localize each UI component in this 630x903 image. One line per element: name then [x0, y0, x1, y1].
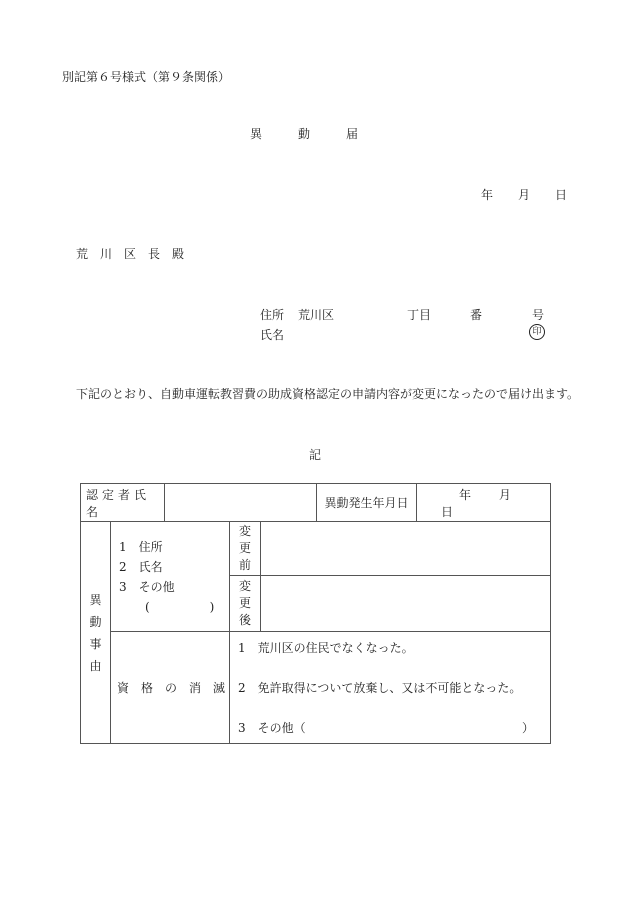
address-label: 住所 [260, 308, 285, 322]
day: 日 [441, 504, 454, 519]
addressee: 荒 川 区 長 殿 [76, 247, 185, 261]
change-item-other: ( ) [145, 599, 215, 614]
loss-item[interactable]: 1 荒川区の住民でなくなった。 [238, 640, 414, 655]
loss-item-other-close: ） [522, 720, 535, 735]
change-date-field[interactable] [417, 484, 551, 522]
after-char: 変 [239, 579, 252, 593]
reason-char: 動 [89, 614, 102, 629]
change-item: 1 住所 [119, 539, 163, 554]
document-title: 異 動 届 [250, 127, 359, 141]
date-year: 年 [481, 188, 494, 202]
name-label: 氏名 [260, 328, 285, 342]
date-month: 月 [518, 188, 531, 202]
loss-item-other[interactable] [238, 718, 550, 738]
change-item: 3 その他 [119, 579, 175, 594]
go-label: 号 [532, 308, 545, 322]
before-char: 前 [239, 558, 252, 572]
form-number: 別記第６号様式（第９条関係） [62, 70, 231, 84]
before-char: 更 [239, 541, 252, 555]
after-label [230, 576, 261, 632]
chome-label: 丁目 [407, 308, 432, 322]
loss-item[interactable]: 2 免許取得について放棄し、又は不可能となった。 [238, 680, 522, 695]
change-date-label: 異動発生年月日 [317, 484, 417, 522]
before-label [230, 522, 261, 576]
reason-char: 異 [89, 592, 102, 607]
loss-label: 資 格 の 消 滅 [111, 632, 230, 744]
month: 月 [498, 487, 511, 502]
loss-item-other-open: 3 その他（ [238, 720, 306, 735]
address-ward: 荒川区 [298, 308, 335, 322]
body-text: 下記のとおり、自動車運転教習費の助成資格認定の申請内容が変更になったので届け出ます。 [76, 387, 580, 401]
year: 年 [459, 487, 472, 502]
ban-label: 番 [470, 308, 483, 322]
after-field[interactable] [261, 576, 551, 632]
before-char: 変 [239, 524, 252, 538]
ki-label: 記 [309, 448, 322, 462]
change-form-table [80, 483, 551, 744]
loss-items [230, 632, 551, 744]
before-field[interactable] [261, 522, 551, 576]
after-char: 更 [239, 596, 252, 610]
change-item: 2 氏名 [119, 559, 163, 574]
seal-mark: 印 [529, 324, 545, 340]
after-char: 後 [239, 613, 252, 627]
certified-name-field[interactable] [165, 484, 317, 522]
date-day: 日 [555, 188, 568, 202]
reason-char: 事 [89, 636, 102, 651]
change-items [111, 522, 230, 632]
certified-name-label: 認定者氏名 [81, 484, 165, 522]
reason-label [81, 522, 111, 744]
reason-char: 由 [89, 658, 102, 673]
